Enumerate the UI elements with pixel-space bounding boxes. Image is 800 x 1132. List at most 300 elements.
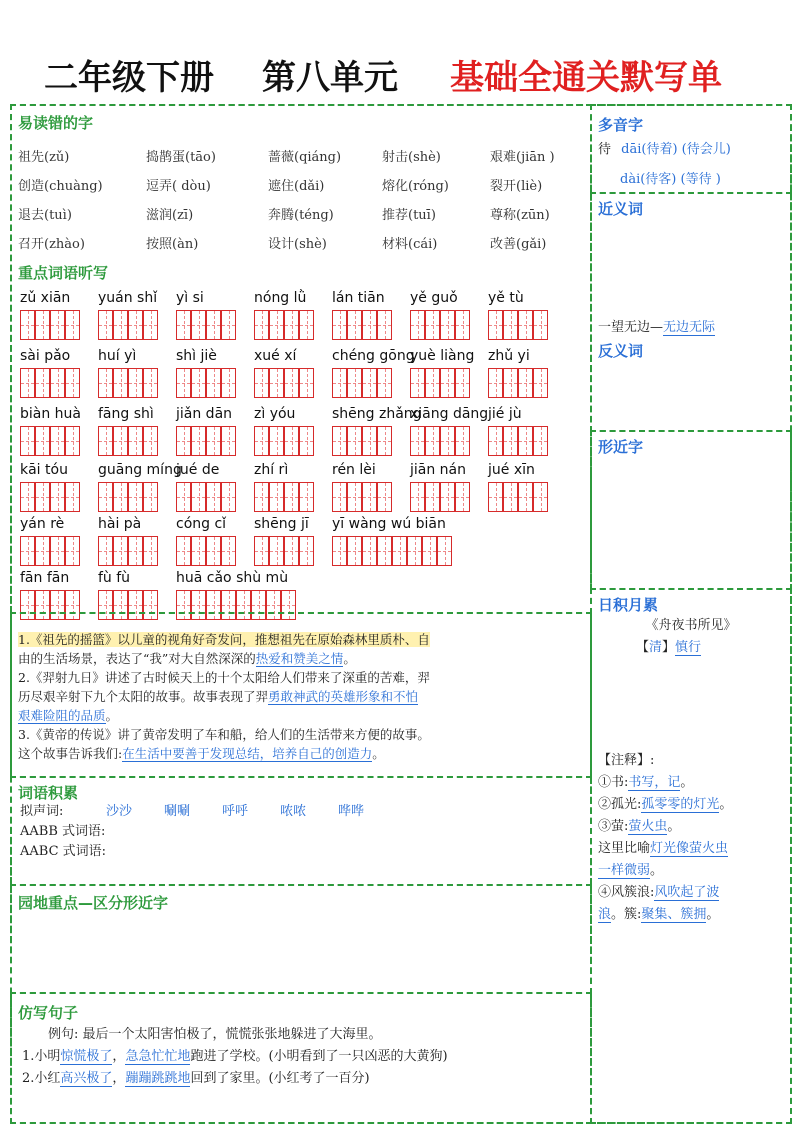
- writing-cell: [254, 368, 269, 398]
- garden-title: 园地重点—区分形近字: [18, 894, 169, 912]
- writing-cell: [269, 368, 284, 398]
- writing-cell: [455, 368, 470, 398]
- writing-cell: [128, 426, 143, 456]
- writing-cell: [254, 310, 269, 340]
- summary-p2e: 。: [105, 708, 119, 723]
- pinyin-label: huí yì: [98, 348, 137, 364]
- writing-cell: [518, 310, 533, 340]
- easy-wrong-item: 逗弄( dòu): [146, 179, 211, 194]
- writing-cell: [440, 482, 455, 512]
- writing-cell: [206, 426, 221, 456]
- writing-cell: [128, 482, 143, 512]
- writing-cell: [65, 536, 80, 566]
- writing-cell: [221, 482, 236, 512]
- easy-wrong-item: 蔷薇(qiáng): [268, 150, 342, 165]
- writing-cell: [437, 536, 452, 566]
- writing-cell: [35, 310, 50, 340]
- word-boxes: [98, 368, 158, 398]
- pinyin-label: guāng míng: [98, 462, 182, 478]
- writing-cell: [176, 482, 191, 512]
- imitate-example: 例句: 最后一个太阳害怕极了，慌慌张张地躲进了大海里。: [48, 1027, 382, 1042]
- polyphone-line-2: dài(待客) (等待 ): [620, 172, 721, 187]
- writing-cell: [377, 310, 392, 340]
- writing-cell: [488, 482, 503, 512]
- writing-cell: [503, 426, 518, 456]
- word-boxes: [20, 426, 80, 456]
- writing-cell: [176, 368, 191, 398]
- imitate-s1-d: 急急忙忙地: [125, 1049, 191, 1064]
- summary-p3d: 。: [372, 746, 385, 761]
- writing-cell: [176, 310, 191, 340]
- writing-cell: [332, 310, 347, 340]
- word-boxes: [410, 482, 470, 512]
- writing-cell: [362, 482, 377, 512]
- writing-cell: [191, 426, 206, 456]
- pinyin-label: yī wàng wú biān: [332, 516, 446, 532]
- writing-cell: [284, 368, 299, 398]
- writing-cell: [221, 426, 236, 456]
- section-summary: [10, 612, 592, 778]
- word-boxes: [98, 536, 158, 566]
- pinyin-label: yuè liàng: [410, 348, 475, 364]
- writing-cell: [98, 310, 113, 340]
- writing-cell: [518, 368, 533, 398]
- pinyin-label: kāi tóu: [20, 462, 68, 478]
- writing-cell: [128, 536, 143, 566]
- writing-cell: [143, 426, 158, 456]
- imitate-s1-e: 跑进了学校。(小明看到了一只凶恶的大黄狗): [190, 1049, 448, 1064]
- writing-cell: [191, 482, 206, 512]
- writing-cell: [488, 368, 503, 398]
- aabb-label: AABB 式词语:: [20, 824, 106, 839]
- writing-cell: [113, 426, 128, 456]
- writing-cell: [425, 310, 440, 340]
- easy-wrong-item: 尊称(zūn): [490, 208, 550, 223]
- summary-p3c: 在生活中要善于发现总结，培养自己的创造力: [122, 746, 373, 761]
- writing-cell: [206, 536, 221, 566]
- polyphone-line-1: dāi(待着) (待会儿): [621, 142, 731, 157]
- antonyms-title: 反义词: [598, 342, 644, 360]
- pinyin-label: cóng cǐ: [176, 516, 227, 532]
- writing-cell: [221, 368, 236, 398]
- pinyin-label: zhí rì: [254, 462, 289, 478]
- pinyin-label: fù fù: [98, 570, 131, 586]
- imitate-s2-d: 蹦蹦跳跳地: [125, 1071, 191, 1086]
- writing-cell: [425, 368, 440, 398]
- pinyin-label: jué xīn: [488, 462, 535, 478]
- easy-wrong-item: 材料(cái): [382, 237, 438, 252]
- section-imitate: [10, 992, 592, 1124]
- note3-d: 这里比喻: [598, 841, 651, 856]
- word-boxes: [488, 426, 548, 456]
- easy-wrong-item: 推荐(tuī): [382, 208, 436, 223]
- word-boxes: [98, 482, 158, 512]
- imitate-s1-c: ，: [112, 1049, 126, 1064]
- writing-cell: [407, 536, 422, 566]
- writing-cell: [50, 426, 65, 456]
- note3-e: 灯光像萤火虫: [650, 841, 729, 856]
- writing-cell: [128, 310, 143, 340]
- note4-a: ④风簇浪:: [598, 885, 655, 900]
- imitate-s2-e: 回到了家里。(小红考了一百分): [190, 1071, 370, 1086]
- summary-p1d: 。: [343, 651, 356, 666]
- poem-section-title: 日积月累: [598, 596, 659, 614]
- writing-cell: [518, 426, 533, 456]
- word-boxes: [332, 536, 452, 566]
- header-grade: 二年级下册: [44, 58, 214, 98]
- writing-cell: [533, 482, 548, 512]
- easy-wrong-item: 熔化(róng): [382, 179, 449, 194]
- pinyin-label: biàn huà: [20, 406, 82, 422]
- easy-wrong-item: 射击(shè): [382, 150, 441, 165]
- writing-cell: [503, 482, 518, 512]
- writing-cell: [455, 310, 470, 340]
- writing-cell: [269, 310, 284, 340]
- word-boxes: [332, 368, 392, 398]
- pinyin-label: chéng gōng: [332, 348, 415, 364]
- writing-cell: [98, 536, 113, 566]
- writing-cell: [533, 426, 548, 456]
- note3-b: 萤火虫: [628, 819, 668, 834]
- writing-cell: [206, 368, 221, 398]
- summary-p3a: 3.《黄帝的传说》讲了黄帝发明了车和船，给人们的生活带来方便的故事。: [18, 727, 430, 742]
- writing-cell: [422, 536, 437, 566]
- word-boxes: [98, 310, 158, 340]
- easy-wrong-item: 改善(gǎi): [490, 237, 547, 252]
- writing-cell: [533, 368, 548, 398]
- writing-cell: [410, 426, 425, 456]
- polyphone-char: 待: [598, 142, 612, 157]
- pinyin-label: shēng jī: [254, 516, 309, 532]
- imitate-s1-a: 1.小明: [22, 1049, 61, 1064]
- pinyin-label: yě guǒ: [410, 290, 458, 306]
- word-boxes: [176, 310, 236, 340]
- note1-b: 书写，记: [628, 775, 681, 790]
- writing-cell: [299, 536, 314, 566]
- writing-cell: [113, 368, 128, 398]
- vocab-word: 唰唰: [164, 804, 191, 819]
- note4-e: 聚集、簇拥: [641, 907, 707, 922]
- word-boxes: [488, 482, 548, 512]
- writing-cell: [65, 368, 80, 398]
- easy-wrong-item: 遮住(dǎi): [268, 179, 325, 194]
- writing-cell: [425, 482, 440, 512]
- writing-cell: [377, 536, 392, 566]
- writing-cell: [488, 426, 503, 456]
- writing-cell: [176, 426, 191, 456]
- polyphone-title: 多音字: [598, 116, 644, 134]
- writing-cell: [284, 310, 299, 340]
- writing-cell: [299, 310, 314, 340]
- writing-cell: [50, 536, 65, 566]
- note1-c: 。: [680, 775, 694, 790]
- summary-p2d: 艰难险阻的品质: [18, 708, 106, 723]
- writing-cell: [410, 310, 425, 340]
- word-boxes: [254, 310, 314, 340]
- word-boxes: [410, 310, 470, 340]
- pinyin-label: fāng shì: [98, 406, 154, 422]
- section-vocab: [10, 776, 592, 886]
- word-boxes: [176, 536, 236, 566]
- writing-cell: [35, 368, 50, 398]
- vocab-title: 词语积累: [18, 784, 79, 802]
- pinyin-label: zhǔ yi: [488, 348, 530, 364]
- writing-cell: [128, 368, 143, 398]
- pinyin-label: huā cǎo shù mù: [176, 570, 289, 586]
- pinyin-label: shēng zhǎng: [332, 406, 422, 422]
- writing-cell: [269, 482, 284, 512]
- summary-p3b: 这个故事告诉我们:: [18, 746, 123, 761]
- word-boxes: [488, 368, 548, 398]
- summary-p1a: 1.《祖先的摇篮》以儿童的视角好奇发问，推想祖先在原始森林里质朴、自: [18, 632, 430, 647]
- imitate-s2-b: 高兴极了: [60, 1071, 113, 1086]
- writing-cell: [35, 426, 50, 456]
- writing-cell: [332, 368, 347, 398]
- writing-cell: [143, 536, 158, 566]
- summary-p2b: 历尽艰辛射下九个太阳的故事。故事表现了羿: [18, 689, 269, 704]
- word-boxes: [254, 426, 314, 456]
- writing-cell: [50, 482, 65, 512]
- pinyin-label: xiāng dāng: [410, 406, 489, 422]
- writing-cell: [20, 426, 35, 456]
- dictation-title: 重点词语听写: [18, 264, 109, 282]
- word-boxes: [20, 310, 80, 340]
- writing-cell: [518, 482, 533, 512]
- pinyin-label: fān fān: [20, 570, 70, 586]
- pinyin-label: jué de: [176, 462, 220, 478]
- poem-author-bracket-r: 】: [662, 640, 676, 655]
- writing-cell: [533, 310, 548, 340]
- poem-name: 《舟夜书所见》: [645, 618, 737, 633]
- note3-a: ③萤:: [598, 819, 629, 834]
- writing-cell: [65, 310, 80, 340]
- writing-cell: [269, 426, 284, 456]
- word-boxes: [332, 482, 392, 512]
- word-boxes: [98, 426, 158, 456]
- writing-cell: [377, 482, 392, 512]
- writing-cell: [35, 536, 50, 566]
- vocab-word: 哝哝: [280, 804, 307, 819]
- easy-wrong-item: 祖先(zǔ): [18, 150, 70, 165]
- writing-cell: [455, 426, 470, 456]
- note3-g: 。: [650, 863, 664, 878]
- poem-author-bracket-l: 【: [636, 640, 650, 655]
- word-boxes: [176, 426, 236, 456]
- writing-cell: [284, 482, 299, 512]
- similar-title: 形近字: [598, 438, 644, 456]
- writing-cell: [440, 368, 455, 398]
- writing-cell: [65, 426, 80, 456]
- word-boxes: [410, 426, 470, 456]
- poem-notes-title: 【注释】:: [598, 753, 655, 768]
- note3-f: 一样微弱: [598, 863, 651, 878]
- section-polyphone: [590, 104, 792, 194]
- vocab-word: 呼呼: [222, 804, 249, 819]
- word-boxes: [20, 368, 80, 398]
- writing-cell: [362, 536, 377, 566]
- writing-cell: [65, 482, 80, 512]
- writing-cell: [362, 310, 377, 340]
- imitate-s2-a: 2.小红: [22, 1071, 61, 1086]
- writing-cell: [299, 426, 314, 456]
- pinyin-label: zì yóu: [254, 406, 296, 422]
- easy-wrong-item: 奔腾(téng): [268, 208, 334, 223]
- writing-cell: [347, 426, 362, 456]
- poem-author-name: 慎行: [675, 640, 702, 655]
- writing-cell: [113, 310, 128, 340]
- writing-cell: [299, 368, 314, 398]
- pinyin-label: zǔ xiān: [20, 290, 71, 306]
- word-boxes: [254, 536, 314, 566]
- writing-cell: [410, 482, 425, 512]
- writing-cell: [113, 482, 128, 512]
- word-boxes: [20, 482, 80, 512]
- word-boxes: [332, 310, 392, 340]
- header-unit: 第八单元: [262, 58, 398, 98]
- writing-cell: [440, 426, 455, 456]
- writing-cell: [284, 426, 299, 456]
- writing-cell: [254, 426, 269, 456]
- writing-cell: [503, 368, 518, 398]
- writing-cell: [377, 426, 392, 456]
- pinyin-label: yuán shǐ: [98, 290, 158, 306]
- imitate-s1-b: 惊慌极了: [60, 1049, 113, 1064]
- writing-cell: [425, 426, 440, 456]
- writing-cell: [221, 536, 236, 566]
- writing-cell: [332, 426, 347, 456]
- pinyin-label: hài pà: [98, 516, 142, 532]
- writing-cell: [347, 536, 362, 566]
- easy-wrong-item: 裂开(liè): [490, 179, 543, 194]
- writing-cell: [35, 482, 50, 512]
- pinyin-label: jiǎn dān: [176, 406, 233, 422]
- writing-cell: [269, 536, 284, 566]
- word-boxes: [254, 482, 314, 512]
- easy-wrong-title: 易读错的字: [18, 114, 94, 132]
- writing-cell: [191, 368, 206, 398]
- pinyin-label: rén lèi: [332, 462, 376, 478]
- writing-cell: [488, 310, 503, 340]
- writing-cell: [98, 426, 113, 456]
- word-boxes: [176, 368, 236, 398]
- summary-p1c: 热爱和赞美之情: [255, 651, 344, 666]
- synonyms-title: 近义词: [598, 200, 644, 218]
- note3-c: 。: [667, 819, 681, 834]
- section-poem: [590, 588, 792, 1124]
- writing-cell: [362, 368, 377, 398]
- writing-cell: [98, 368, 113, 398]
- note2-c: 。: [719, 797, 733, 812]
- summary-p2a: 2.《羿射九日》讲述了古时候天上的十个太阳给人们带来了深重的苦难，羿: [18, 670, 430, 685]
- easy-wrong-item: 艰难(jiān ): [490, 150, 555, 165]
- writing-cell: [20, 482, 35, 512]
- writing-cell: [299, 482, 314, 512]
- writing-cell: [503, 310, 518, 340]
- writing-cell: [347, 368, 362, 398]
- section-garden: [10, 884, 592, 994]
- pinyin-label: sài pǎo: [20, 348, 71, 364]
- writing-cell: [284, 536, 299, 566]
- writing-cell: [113, 536, 128, 566]
- pinyin-label: lán tiān: [332, 290, 385, 306]
- easy-wrong-item: 召开(zhào): [18, 237, 85, 252]
- word-boxes: [410, 368, 470, 398]
- writing-cell: [362, 426, 377, 456]
- word-boxes: [332, 426, 392, 456]
- page-header: [0, 0, 800, 96]
- writing-cell: [254, 482, 269, 512]
- note4-b: 风吹起了波: [654, 885, 720, 900]
- pinyin-label: yán rè: [20, 516, 65, 532]
- writing-cell: [332, 482, 347, 512]
- writing-cell: [20, 368, 35, 398]
- writing-cell: [143, 482, 158, 512]
- note1-a: ①书:: [598, 775, 629, 790]
- writing-cell: [191, 536, 206, 566]
- vocab-word: 沙沙: [106, 804, 133, 819]
- imitate-title: 仿写句子: [18, 1004, 79, 1022]
- writing-cell: [50, 368, 65, 398]
- writing-cell: [143, 310, 158, 340]
- writing-cell: [440, 310, 455, 340]
- note2-a: ②孤光:: [598, 797, 642, 812]
- pinyin-label: xué xí: [254, 348, 297, 364]
- summary-p2c: 勇敢神武的英雄形象和不怕: [268, 689, 419, 704]
- writing-cell: [191, 310, 206, 340]
- writing-cell: [98, 482, 113, 512]
- easy-wrong-item: 设计(shè): [268, 237, 327, 252]
- summary-p1b: 由的生活场景，表达了“我”对大自然深深的: [18, 651, 256, 666]
- writing-cell: [20, 310, 35, 340]
- pinyin-label: jié jù: [488, 406, 522, 422]
- header-title: 基础全通关默写单: [450, 58, 722, 98]
- writing-cell: [206, 310, 221, 340]
- easy-wrong-item: 按照(àn): [146, 237, 199, 252]
- word-boxes: [254, 368, 314, 398]
- writing-cell: [455, 482, 470, 512]
- writing-cell: [254, 536, 269, 566]
- word-boxes: [20, 536, 80, 566]
- word-boxes: [176, 482, 236, 512]
- writing-cell: [392, 536, 407, 566]
- writing-cell: [206, 482, 221, 512]
- imitate-s2-c: ，: [112, 1071, 126, 1086]
- writing-cell: [20, 536, 35, 566]
- writing-cell: [377, 368, 392, 398]
- syn-last-ans: 无边无际: [663, 320, 716, 335]
- writing-cell: [410, 368, 425, 398]
- note4-f: 。: [706, 907, 720, 922]
- section-easy-wrong: [10, 104, 592, 614]
- note2-b: 孤零零的灯光: [641, 797, 720, 812]
- aabc-label: AABC 式词语:: [20, 844, 107, 859]
- syn-last-pre: 一望无边—: [598, 320, 664, 335]
- pinyin-label: nóng lǜ: [254, 290, 307, 306]
- easy-wrong-item: 滋润(zī): [146, 208, 194, 223]
- onomato-label: 拟声词:: [20, 804, 64, 819]
- writing-cell: [143, 368, 158, 398]
- writing-cell: [347, 482, 362, 512]
- section-synonyms: [590, 192, 792, 432]
- writing-cell: [221, 310, 236, 340]
- note4-d: 。簇:: [611, 907, 642, 922]
- pinyin-label: yě tù: [488, 290, 524, 306]
- note4-c: 浪: [598, 907, 612, 922]
- writing-cell: [347, 310, 362, 340]
- writing-cell: [176, 536, 191, 566]
- section-similar: [590, 430, 792, 590]
- word-boxes: [488, 310, 548, 340]
